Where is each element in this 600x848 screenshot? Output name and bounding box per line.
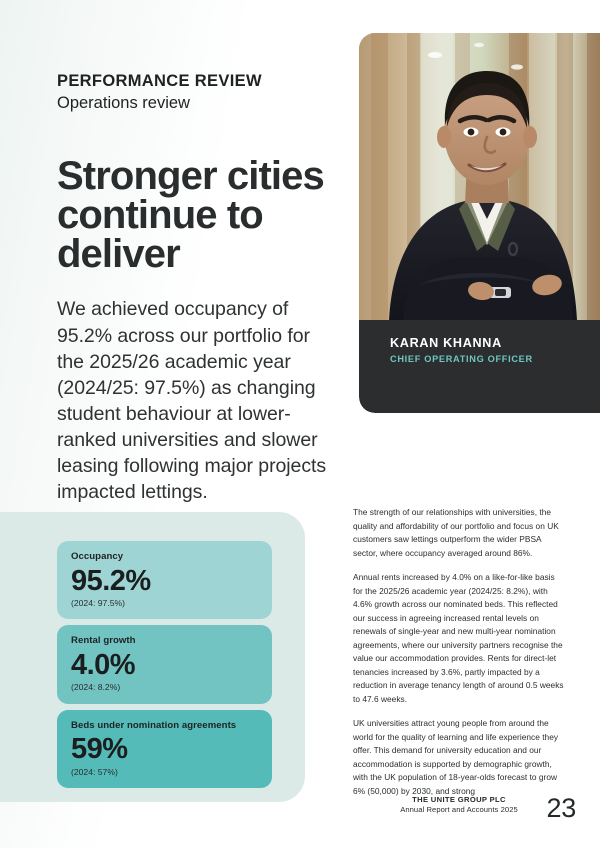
page-footer bbox=[353, 795, 565, 816]
executive-portrait-block bbox=[359, 33, 600, 413]
stat-value: 95.2% bbox=[71, 564, 151, 597]
stat-value: 4.0% bbox=[71, 648, 136, 681]
stat-card-occupancy bbox=[57, 541, 272, 619]
body-paragraph: Annual rents increased by 4.0% on a like-for-like basis for the 2025/26 academic year (2024/25: 8.2%), with 4.6% growth across our nominated beds. This reflected our success in agreeing increased rental levels on renewals of single-year and new multi-year nomination agreements, where our university partners recognise the value our accommodation provides. Rents for direct-let tenancies increased by 3.6%, partly impacted by a reduction in average tenancy length of around 0.5 weeks to 47.6 weeks. bbox=[353, 572, 564, 704]
executive-role: CHIEF OPERATING OFFICER bbox=[390, 353, 533, 364]
portrait-illustration bbox=[359, 33, 600, 320]
section-subtitle: Operations review bbox=[57, 94, 190, 113]
left-content-column bbox=[57, 72, 347, 505]
stat-label: Beds under nomination agreements bbox=[71, 719, 237, 731]
stat-previous-value: (2024: 97.5%) bbox=[71, 597, 125, 608]
portrait-caption bbox=[359, 320, 600, 413]
footer-company-name: THE UNITE GROUP PLC bbox=[412, 795, 506, 804]
stat-card-rental-growth bbox=[57, 625, 272, 703]
portrait-photo bbox=[359, 33, 600, 320]
stat-label: Occupancy bbox=[71, 551, 124, 562]
executive-name: KARAN KHANNA bbox=[390, 336, 502, 350]
stat-label: Rental growth bbox=[71, 635, 136, 647]
stat-value: 59% bbox=[71, 733, 128, 766]
stat-previous-value: (2024: 8.2%) bbox=[71, 682, 121, 693]
key-metrics-list bbox=[57, 541, 272, 794]
stat-previous-value: (2024: 57%) bbox=[71, 766, 118, 777]
body-text-column bbox=[353, 506, 565, 798]
standfirst-paragraph: We achieved occupancy of 95.2% across our portfolio for the 2025/26 academic year (2024/25: 97.5%) as changing student behaviour at lower-ranked universities and slower leasing following major projects impacted lettings. bbox=[57, 298, 327, 504]
stat-card-beds-under-nomination bbox=[57, 710, 272, 788]
body-paragraph: The strength of our relationships with universities, the quality and affordability of our portfolio and focus on UK customers saw lettings outperform the wider PBSA sector, where occupancy averaged around 86%. bbox=[353, 507, 559, 558]
footer-document-title: Annual Report and Accounts 2025 bbox=[400, 805, 518, 815]
section-eyebrow: PERFORMANCE REVIEW bbox=[57, 72, 262, 90]
page-number: 23 bbox=[546, 793, 576, 823]
page-title: Stronger cities continue to deliver bbox=[57, 153, 324, 277]
body-paragraph: UK universities attract young people from around the world for the quality of learning and life experience they offer. This demand for university education and our accommodation is supported by demographic growth, with the UK population of 18-year-olds forecast to grow 6% (50,000) by 2030, and strong bbox=[353, 718, 559, 796]
